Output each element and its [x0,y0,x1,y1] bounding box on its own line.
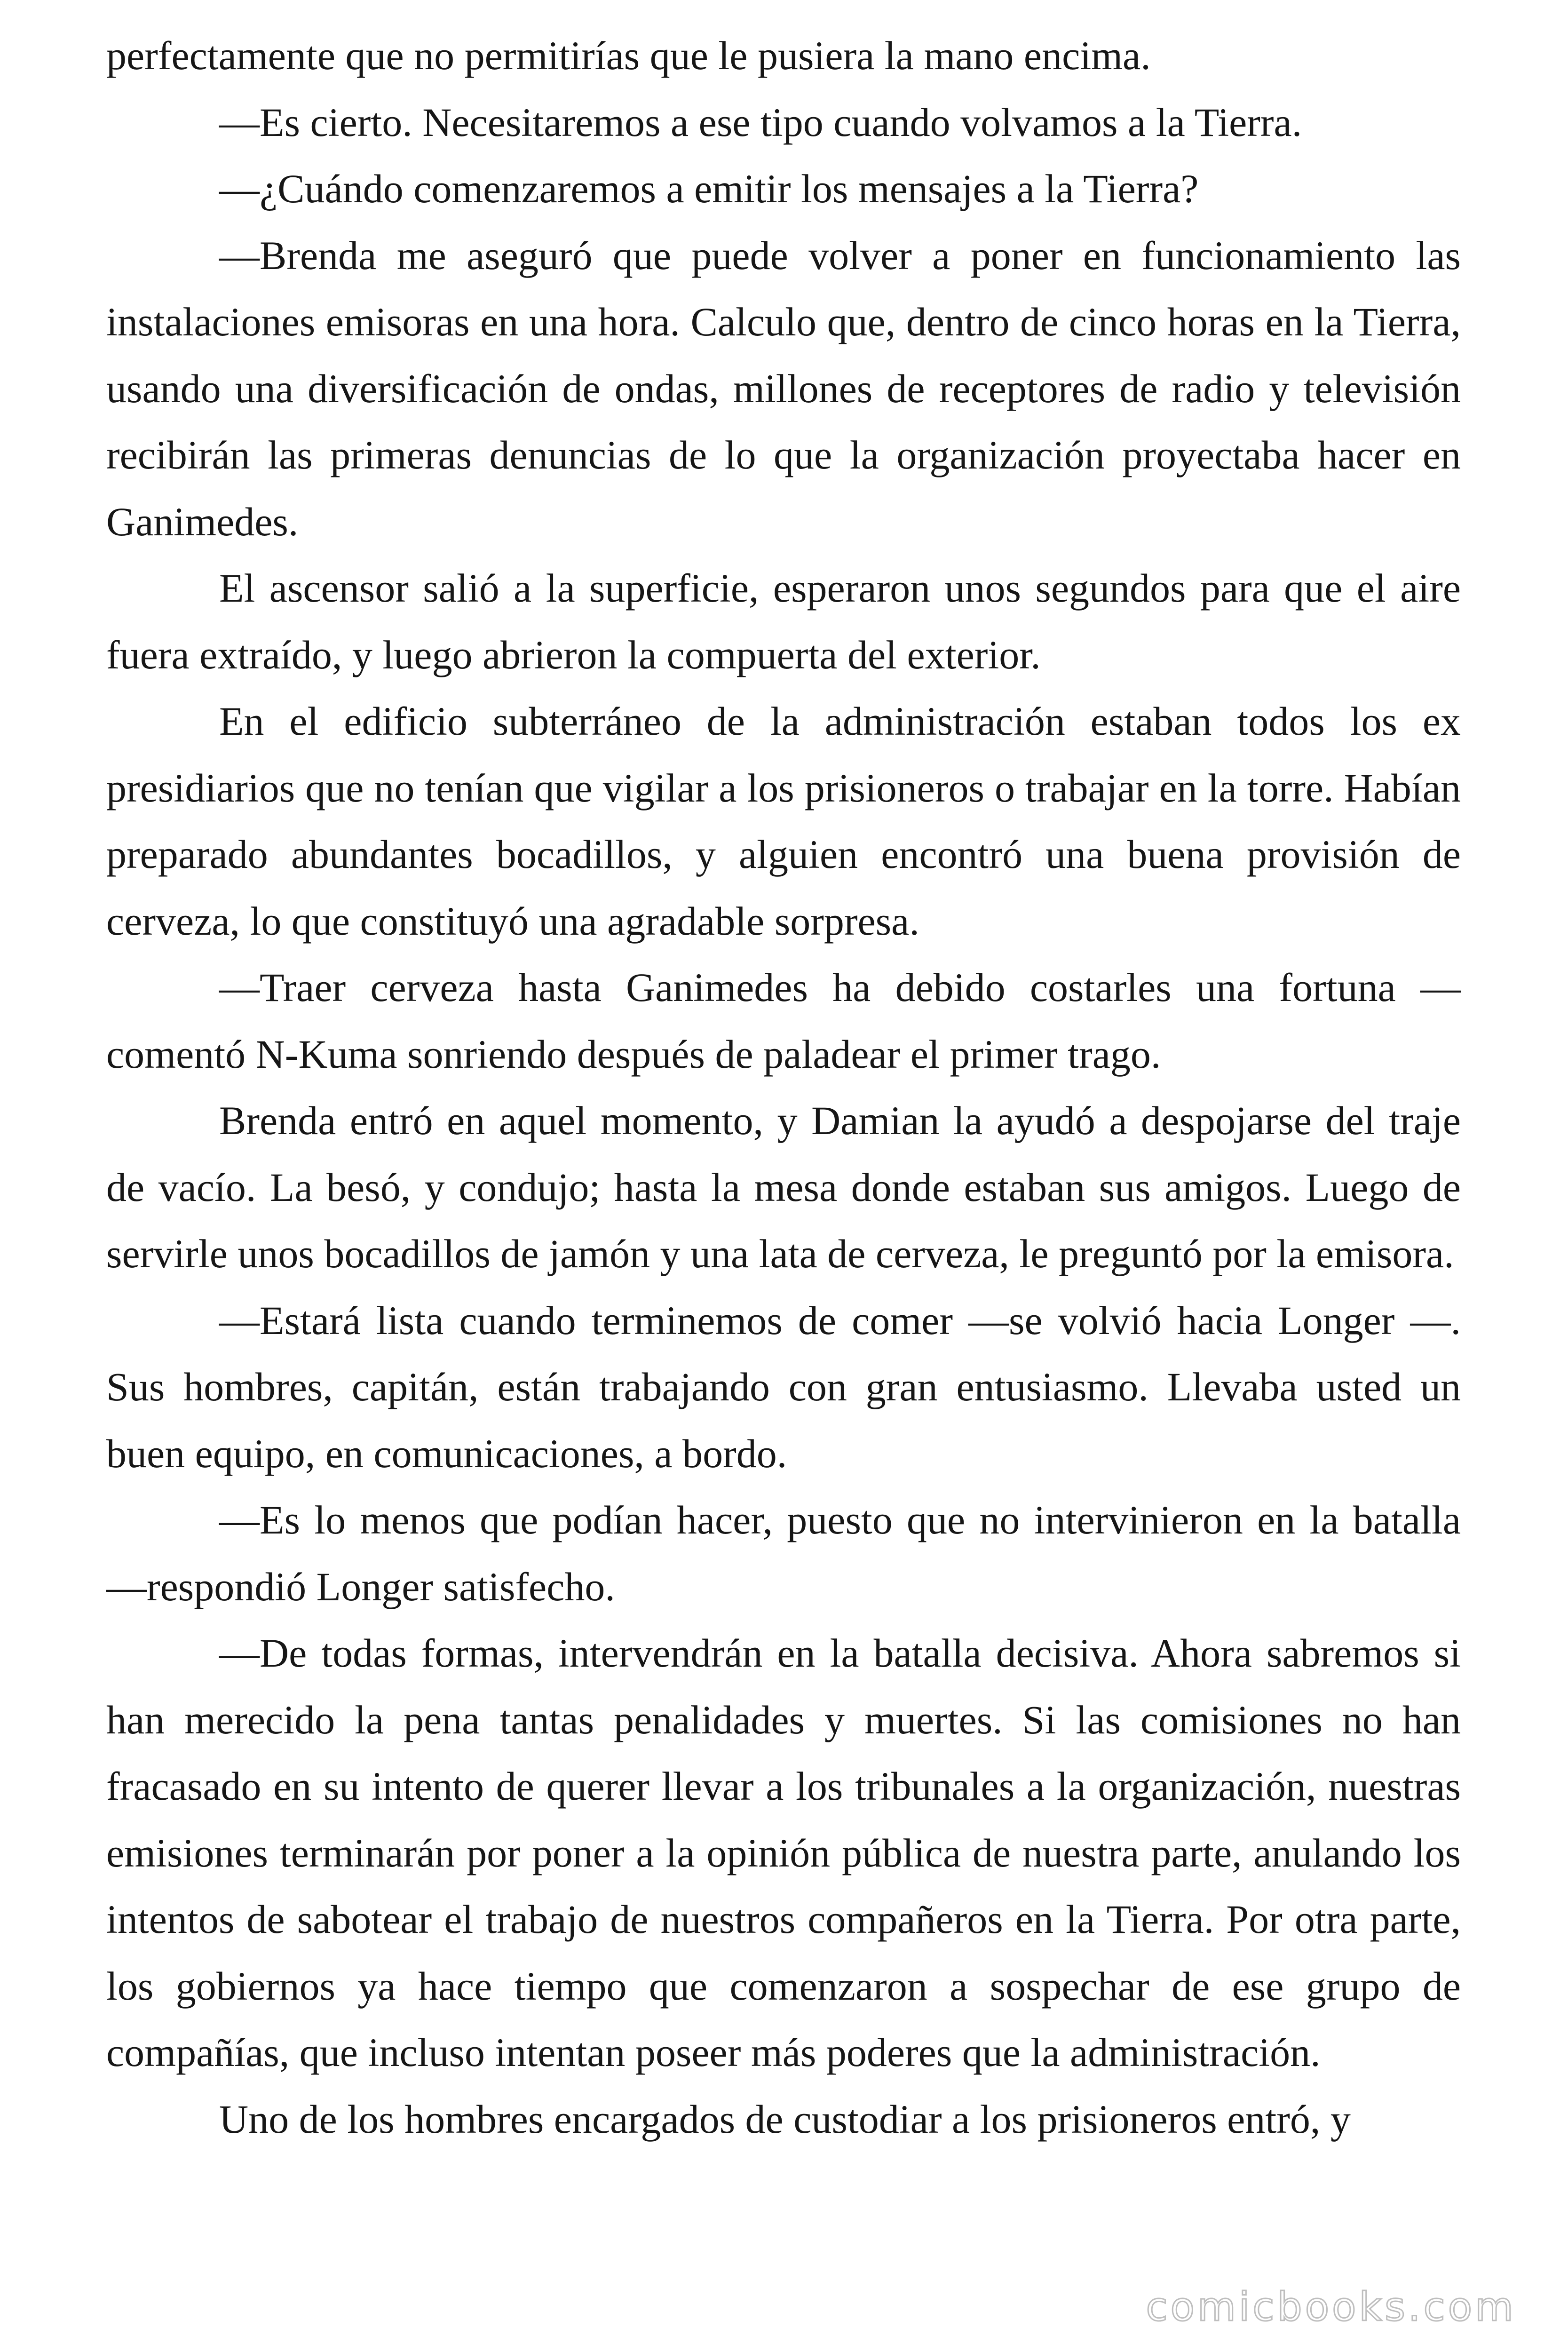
paragraph: perfectamente que no permitirías que le pusiera la mano encima. [106,33,1151,78]
paragraph: —¿Cuándo comenzaremos a emitir los mensajes a la Tierra? [219,166,1199,211]
paragraph: —Es cierto. Necesitaremos a ese tipo cuando volvamos a la Tierra. [219,99,1302,145]
paragraph: El ascensor salió a la superficie, esperaron unos segundos para que el aire fuera extraído, y luego abrieron la compuerta del exterior. [106,565,1461,677]
paragraph: —Estará lista cuando terminemos de comer —se volvió hacia Longer —. Sus hombres, capitán, están trabajando con gran entusiasmo. Llevaba usted un buen equipo, en comunicaciones, a bordo. [106,1297,1461,1476]
watermark: comicbooks.com [1146,2284,1516,2330]
paragraph: —De todas formas, intervendrán en la batalla decisiva. Ahora sabremos si han merecido la pena tantas penalidades y muertes. Si las comisiones no han fracasado en su intento de querer llevar a los tribunales a la organización, nuestras emisiones terminarán por poner a la opinión pública de nuestra parte, anulando los intentos de sabotear el trabajo de nuestros compañeros en la Tierra. Por otra parte, los gobiernos ya hace tiempo que comenzaron a sospechar de ese grupo de compañías, que incluso intentan poseer más poderes que la administración. [106,1630,1461,2075]
paragraph: Uno de los hombres encargados de custodiar a los prisioneros entró, y [219,2096,1351,2142]
paragraph: —Es lo menos que podían hacer, puesto que no intervinieron en la batalla —respondió Longer satisfecho. [106,1497,1461,1609]
paragraph: —Traer cerveza hasta Ganimedes ha debido costarles una fortuna — comentó N-Kuma sonriendo después de paladear el primer trago. [106,965,1461,1077]
paragraph: Brenda entró en aquel momento, y Damian la ayudó a despojarse del traje de vacío. La besó, y condujo; hasta la mesa donde estaban sus amigos. Luego de servirle unos bocadillos de jamón y una lata de cerveza, le preguntó por la emisora. [106,1098,1461,1276]
page-body [106,23,1461,2153]
paragraph: En el edificio subterráneo de la administración estaban todos los ex presidiarios que no tenían que vigilar a los prisioneros o trabajar en la torre. Habían preparado abundantes bocadillos, y alguien encontró una buena provisión de cerveza, lo que constituyó una agradable sorpresa. [106,699,1461,944]
paragraph: —Brenda me aseguró que puede volver a poner en funcionamiento las instalaciones emisoras en una hora. Calculo que, dentro de cinco horas en la Tierra, usando una diversificación de ondas, millones de receptores de radio y televisión recibirán las primeras denuncias de lo que la organización proyectaba hacer en Ganimedes. [106,232,1461,544]
